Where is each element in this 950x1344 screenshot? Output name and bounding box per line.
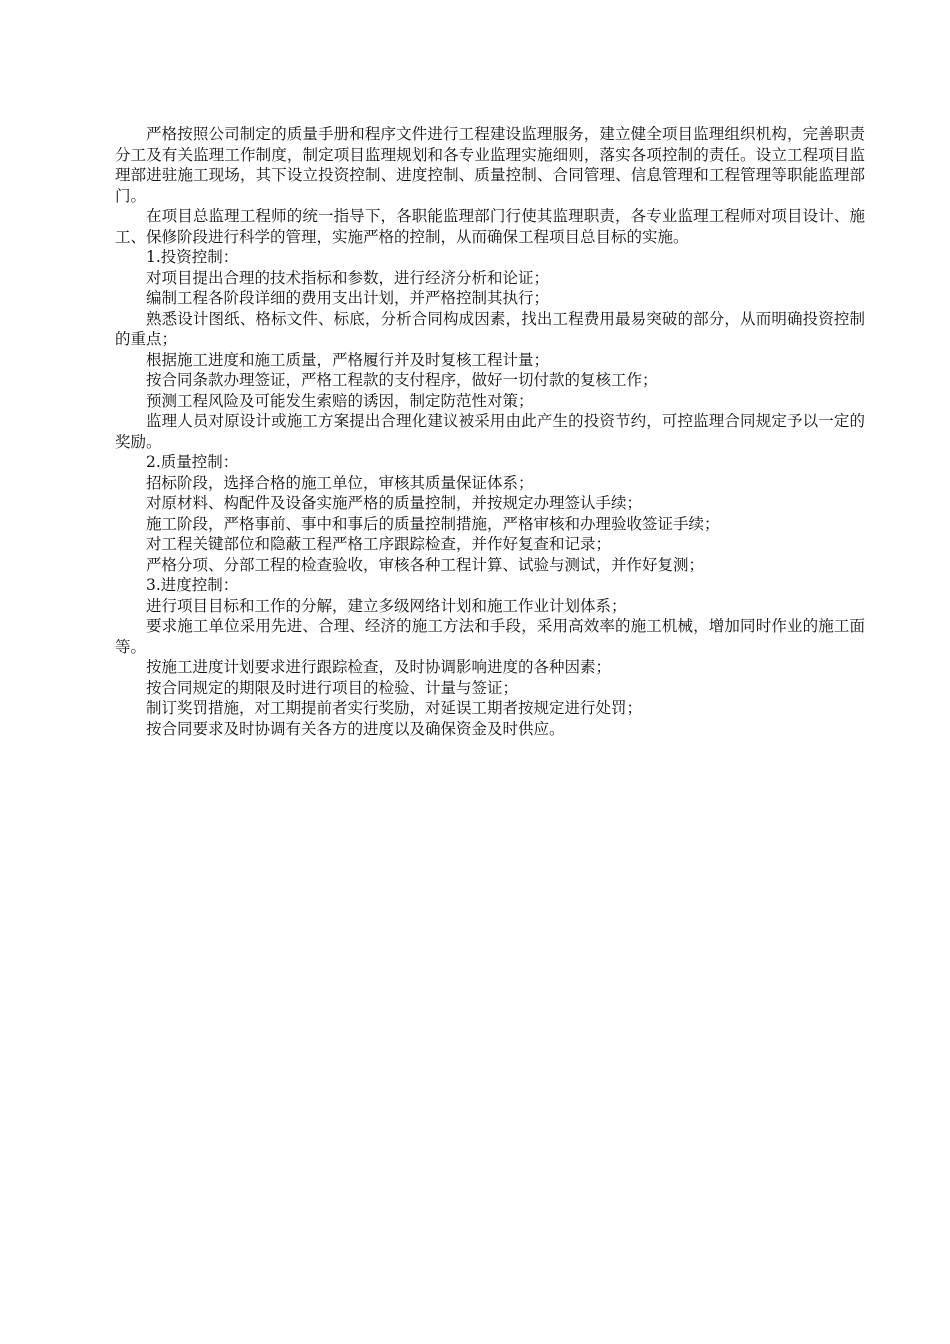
list-item: 招标阶段，选择合格的施工单位，审核其质量保证体系；	[146, 473, 534, 492]
list-item: 制订奖罚措施，对工期提前者实行奖励，对延误工期者按规定进行处罚；	[146, 699, 643, 717]
heading-schedule-control: 3.进度控制：	[146, 576, 239, 594]
list-item: 对原材料、构配件及设备实施严格的质量控制，并按规定办理签认手续；	[146, 494, 643, 512]
list-item: 根据施工进度和施工质量，严格履行并及时复核工程计量；	[146, 350, 550, 369]
heading-quality-control: 2.质量控制：	[146, 453, 239, 471]
list-item: 对工程关键部位和隐蔽工程严格工序跟踪检查，并作好复查和记录；	[146, 535, 612, 553]
paragraph-intro: 严格按照公司制定的质量手册和程序文件进行工程建设监理服务，建立健全项目监理组织机构，完善职责分工及有关监理工作制度，制定项目监理规划和各专业监理实施细则，落实各项控制的责任。设立工程项目监理部进驻施工现场，其下设立投资控制、进度控制、质量控制、合同管理、信息管理和工程管理等职能监理部门。	[115, 125, 865, 205]
paragraph-duties: 在项目总监理工程师的统一指导下，各职能监理部门行使其监理职责，各专业监理工程师对项目设计、施工、保修阶段进行科学的管理，实施严格的控制，从而确保工程项目总目标的实施。	[115, 207, 865, 246]
list-item: 对项目提出合理的技术指标和参数，进行经济分析和论证；	[146, 268, 550, 287]
list-item: 按施工进度计划要求进行跟踪检查，及时协调影响进度的各种因素；	[146, 658, 612, 676]
list-item: 编制工程各阶段详细的费用支出计划，并严格控制其执行；	[146, 289, 550, 307]
list-item: 要求施工单位采用先进、合理、经济的施工方法和手段，采用高效率的施工机械，增加同时作业的施工面等。	[115, 617, 865, 656]
list-item: 进行项目目标和工作的分解，建立多级网络计划和施工作业计划体系；	[146, 596, 627, 615]
document-body	[115, 124, 865, 739]
list-item: 施工阶段，严格事前、事中和事后的质量控制措施，严格审核和办理验收签证手续；	[146, 514, 720, 533]
heading-investment-control: 1.投资控制：	[146, 248, 239, 266]
list-item: 严格分项、分部工程的检查验收，审核各种工程计算、试验与测试，并作好复测；	[146, 555, 705, 574]
list-item: 熟悉设计图纸、格标文件、标底，分析合同构成因素，找出工程费用最易突破的部分，从而明确投资控制的重点；	[115, 309, 865, 348]
list-item: 按合同规定的期限及时进行项目的检验、计量与签证；	[146, 678, 519, 697]
list-item: 按合同条款办理签证，严格工程款的支付程序，做好一切付款的复核工作；	[146, 371, 658, 389]
list-item: 按合同要求及时协调有关各方的进度以及确保资金及时供应。	[146, 719, 565, 738]
list-item: 监理人员对原设计或施工方案提出合理化建议被采用由此产生的投资节约，可控监理合同规定予以一定的奖励。	[115, 412, 865, 451]
list-item: 预测工程风险及可能发生索赔的诱因，制定防范性对策；	[146, 391, 534, 410]
